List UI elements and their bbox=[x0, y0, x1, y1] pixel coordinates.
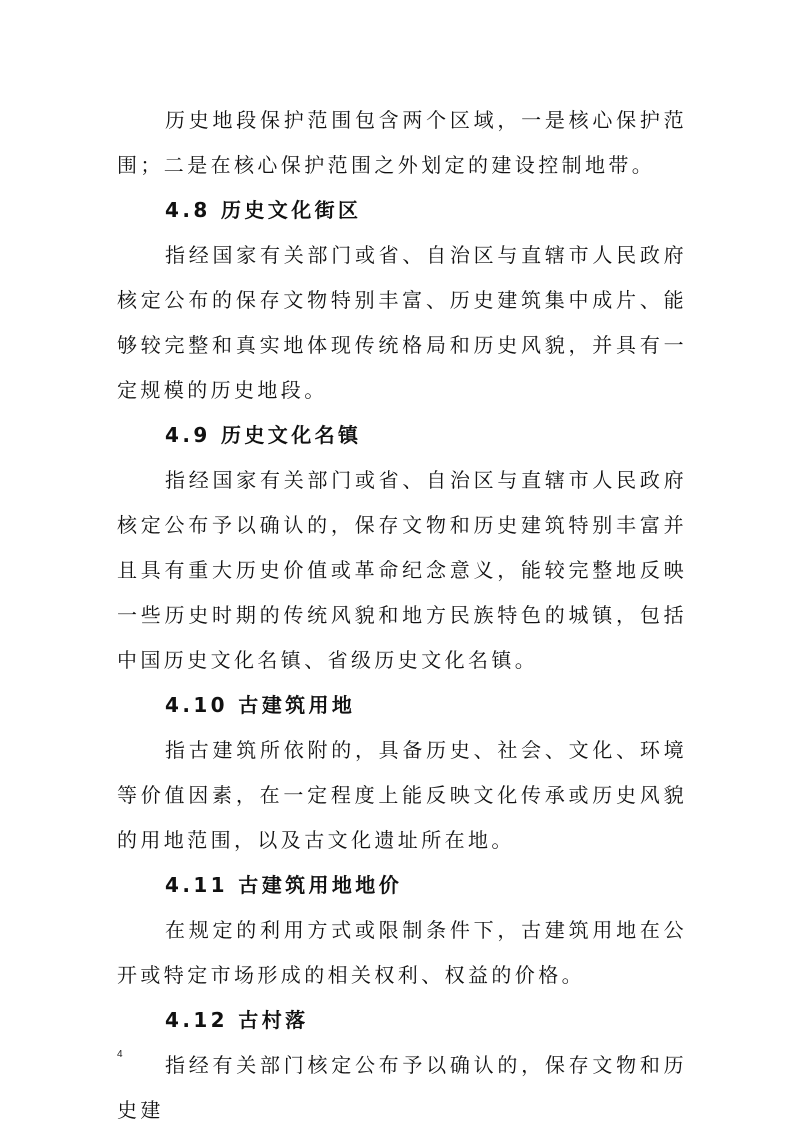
paragraph-historic-area-scope: 历史地段保护范围包含两个区域，一是核心保护范围；二是在核心保护范围之外划定的建设控制地带。 bbox=[117, 108, 687, 177]
paragraph-ancient-village: 指经有关部门核定公布予以确认的，保存文物和历史建 bbox=[117, 1053, 687, 1122]
paragraph-historic-cultural-block: 指经国家有关部门或省、自治区与直辖市人民政府核定公布的保存文物特别丰富、历史建筑集中成片、能够较完整和真实地体现传统格局和历史风貌，并具有一定规模的历史地段。 bbox=[117, 243, 687, 402]
section-heading-4-10: 4.10 古建筑用地 bbox=[165, 693, 356, 717]
page-number: 4 bbox=[117, 1049, 123, 1060]
paragraph-historic-cultural-town: 指经国家有关部门或省、自治区与直辖市人民政府核定公布予以确认的，保存文物和历史建筑特别丰富并且具有重大历史价值或革命纪念意义，能较完整地反映一些历史时期的传统风貌和地方民族特色的城镇，包括中国历史文化名镇、省级历史文化名镇。 bbox=[117, 468, 687, 672]
paragraph-ancient-building-land-price: 在规定的利用方式或限制条件下，古建筑用地在公开或特定市场形成的相关权利、权益的价格。 bbox=[117, 918, 687, 987]
section-heading-4-11: 4.11 古建筑用地地价 bbox=[165, 873, 403, 897]
section-heading-4-12: 4.12 古村落 bbox=[165, 1008, 309, 1032]
section-heading-4-9: 4.9 历史文化名镇 bbox=[165, 423, 362, 447]
document-body bbox=[117, 98, 687, 1133]
section-heading-4-8: 4.8 历史文化街区 bbox=[165, 198, 362, 222]
paragraph-ancient-building-land: 指古建筑所依附的，具备历史、社会、文化、环境等价值因素，在一定程度上能反映文化传承或历史风貌的用地范围，以及古文化遗址所在地。 bbox=[117, 738, 687, 852]
